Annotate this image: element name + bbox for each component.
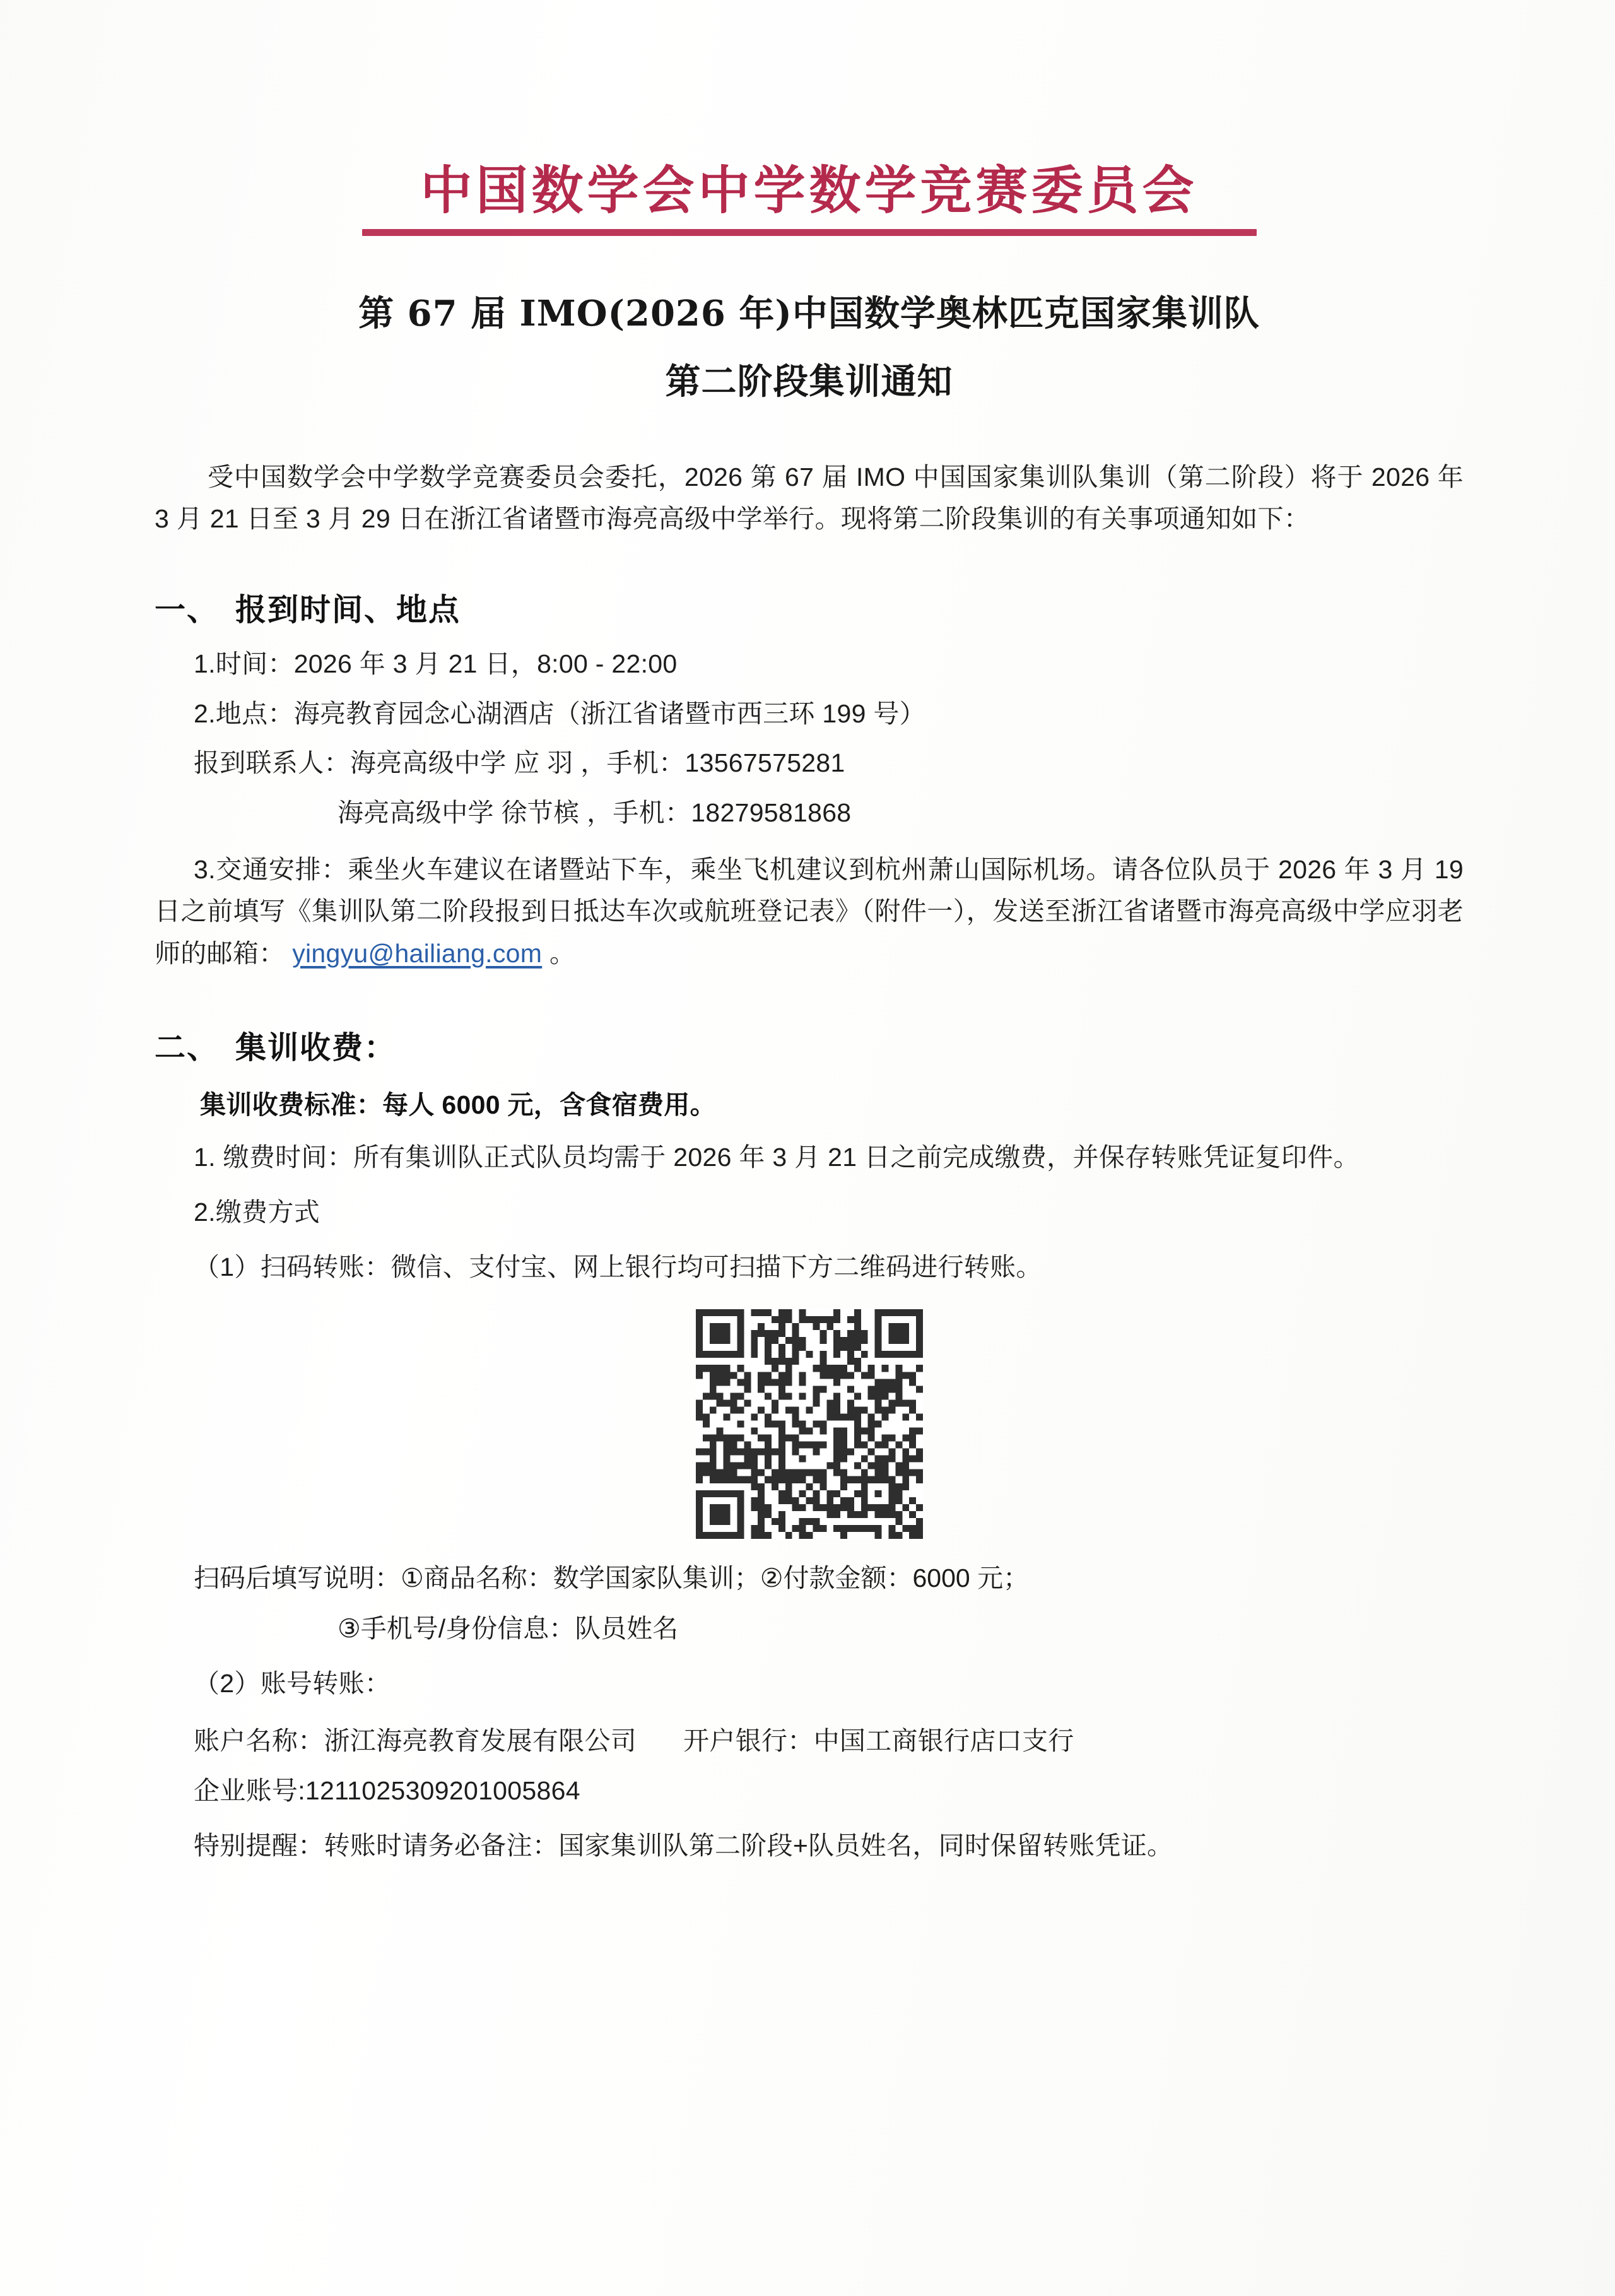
qr-code-container xyxy=(155,1309,1464,1539)
row-spacer xyxy=(637,1721,683,1762)
section-two-title: 集训收费： xyxy=(235,1031,397,1066)
bank-account-name-row xyxy=(194,1721,1464,1762)
payment-method-qr: （1）扫码转账：微信、支付宝、网上银行均可扫描下方二维码进行转账。 xyxy=(194,1252,1042,1282)
section-one-item-place: 2.地点：海亮教育园念心湖酒店（浙江省诸暨市西三环 199 号） xyxy=(194,698,925,728)
document-title-line2: 第二阶段集训通知 xyxy=(665,361,953,403)
bank-account-number-row xyxy=(194,1770,1464,1811)
organization-title: 中国数学会中学数学竞赛委员会 xyxy=(420,160,1198,221)
transport-text-before-email: 3.交通安排：乘坐火车建议在诸暨站下车，乘坐飞机建议到杭州萧山国际机场。请各位队员于 2026 年 3 月 19 日之前填写《集训队第二阶段报到日抵达车次或航班登记表》（附件一），发送至浙江省诸暨市海亮高级中学应羽老师的邮箱： xyxy=(155,854,1464,968)
section-one-title: 报到时间、地点 xyxy=(235,592,461,627)
section-one-heading xyxy=(155,586,1464,630)
registration-contact-1: 海亮高级中学 应 羽 ，手机：13567575281 xyxy=(349,748,845,778)
account-name-value: 浙江海亮教育发展有限公司 xyxy=(324,1726,637,1755)
registration-contact-label: 报到联系人： xyxy=(194,748,350,778)
document-body xyxy=(155,0,1464,1866)
bank-details-block xyxy=(155,1721,1464,1866)
section-two-number: 二、 xyxy=(155,1031,220,1066)
section-one-item-transport xyxy=(155,849,1464,974)
masthead-rule xyxy=(362,229,1257,236)
payment-qr-code xyxy=(696,1309,923,1539)
document-title-line1: 第 67 届 IMO(2026 年)中国数学奥林匹克国家集训队 xyxy=(358,292,1260,334)
qr-caption-line-1: 扫码后填写说明：①商品名称：数学国家队集训；②付款金额：6000 元； xyxy=(194,1563,1030,1593)
account-number-value: 1211025309201005864 xyxy=(305,1775,580,1805)
special-note-line: 特别提醒：转账时请务必备注：国家集训队第二阶段+队员姓名，同时保留转账凭证。 xyxy=(194,1830,1173,1860)
contact-email-link[interactable]: yingyu@hailiang.com xyxy=(292,938,543,968)
bank-name-value: 中国工商银行店口支行 xyxy=(813,1726,1074,1755)
fee-standard-line: 集训收费标准：每人 6000 元，含食宿费用。 xyxy=(200,1090,716,1120)
qr-caption-block xyxy=(155,1558,1464,1649)
bank-label: 开户银行： xyxy=(683,1726,814,1755)
payment-method-bank: （2）账号转账： xyxy=(194,1669,391,1698)
qr-caption-line-2: ③手机号/身份信息：队员姓名 xyxy=(338,1613,679,1643)
account-name-label: 账户名称： xyxy=(194,1726,324,1755)
masthead xyxy=(155,160,1464,236)
registration-contact-row-1 xyxy=(194,743,1464,784)
section-one-item-time: 1.时间：2026 年 3 月 21 日，8:00 - 22:00 xyxy=(194,649,678,678)
transport-text-after-email: 。 xyxy=(549,938,576,968)
intro-paragraph: 受中国数学会中学数学竞赛委员会委托，2026 第 67 届 IMO 中国国家集训队集训（第二阶段）将于 2026 年 3 月 21 日至 3 月 29 日在浙江省诸暨市海亮高级中学举行。现将第二阶段集训的有关事项通知如下： xyxy=(155,462,1464,534)
section-one-number: 一、 xyxy=(155,592,220,627)
payment-methods-item: 2.缴费方式 xyxy=(194,1198,320,1227)
account-number-label: 企业账号: xyxy=(194,1775,305,1805)
payment-deadline-item: 1. 缴费时间：所有集训队正式队员均需于 2026 年 3 月 21 日之前完成缴费，并保存转账凭证复印件。 xyxy=(194,1143,1360,1172)
section-two-heading xyxy=(155,1023,1464,1068)
registration-contact-2: 海亮高级中学 徐节槟 ，手机：18279581868 xyxy=(338,798,852,828)
